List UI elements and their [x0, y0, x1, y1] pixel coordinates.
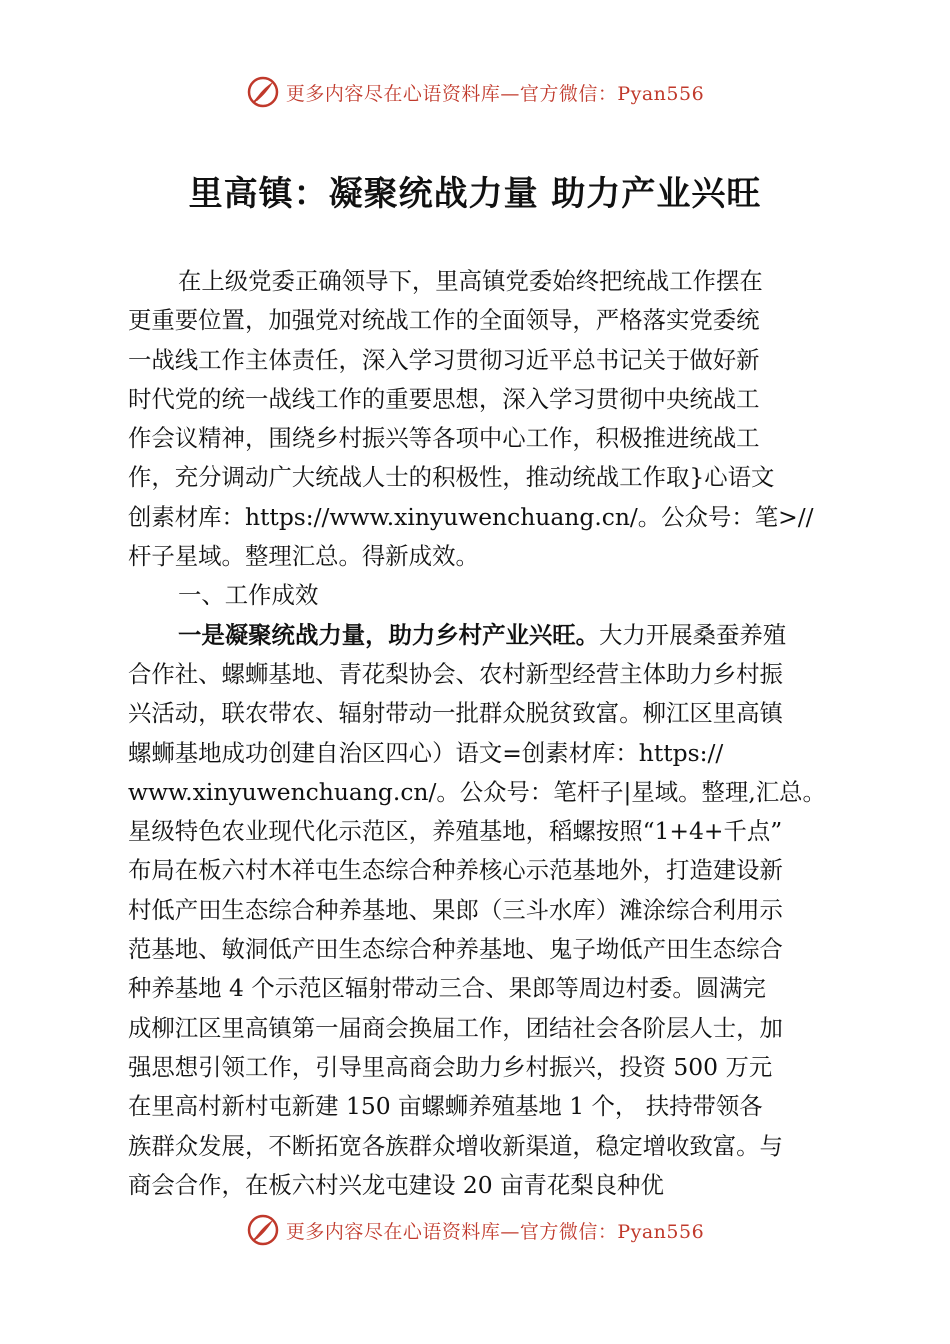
bold-lead-sentence: 一是凝聚统战力量，助力乡村产业兴旺。	[178, 620, 600, 649]
section-heading: 一、工作成效	[178, 581, 319, 610]
text-line: 时代党的统一战线工作的重要思想，深入学习贯彻中央统战工	[128, 384, 760, 413]
watermark-text: 更多内容尽在心语资料库—官方微信：Pyan556	[285, 82, 705, 105]
text-line: 杆子星域。整理汇总。得新成效。	[128, 542, 479, 571]
text-line: 族群众发展，不断拓宽各族群众增收新渠道，稳定增收致富。与	[128, 1131, 783, 1160]
watermark-text: 更多内容尽在心语资料库—官方微信：Pyan556	[285, 1220, 705, 1243]
text-line: 种养基地 4 个示范区辐射带动三合、果郎等周边村委。圆满完	[128, 974, 766, 1003]
text-line: 一战线工作主体责任，深入学习贯彻习近平总书记关于做好新	[128, 345, 760, 374]
text-line: www.xinyuwenchuang.cn/。公众号：笔杆子|星域。整理,汇总。	[128, 777, 826, 806]
text-line: 星级特色农业现代化示范区，养殖基地，稻螺按照“1+4+千点”	[128, 817, 783, 846]
text-line: 在里高村新村屯新建 150 亩螺蛳养殖基地 1 个， 扶持带领各	[128, 1092, 763, 1121]
text-line: 作会议精神，围绕乡村振兴等各项中心工作，积极推进统战工	[128, 424, 760, 453]
quill-logo-icon	[246, 1213, 280, 1247]
document-body	[128, 262, 844, 1205]
text-line	[128, 616, 844, 655]
text-line: 范基地、敏洞低产田生态综合种养基地、鬼子坳低产田生态综合	[128, 935, 783, 964]
quill-logo-icon	[246, 75, 280, 109]
text-line: 成柳江区里高镇第一届商会换届工作，团结社会各阶层人士，加	[128, 1013, 783, 1042]
text-line: 强思想引领工作，引导里高商会助力乡村振兴，投资 500 万元	[128, 1052, 773, 1081]
text-run: 大力开展桑蚕养殖	[599, 620, 787, 649]
text-line: 布局在板六村木祥屯生态综合种养核心示范基地外，打造建设新	[128, 856, 783, 885]
text-line: 作，充分调动广大统战人士的积极性，推动统战工作取}心语文	[128, 463, 775, 492]
text-line: 创素材库：https://www.xinyuwenchuang.cn/。公众号：笔>//	[128, 502, 814, 531]
document-title: 里高镇：凝聚统战力量 助力产业兴旺	[188, 174, 762, 214]
text-line: 更重要位置，加强党对统战工作的全面领导，严格落实党委统	[128, 306, 760, 335]
text-line: 村低产田生态综合种养基地、果郎（三斗水库）滩涂综合利用示	[128, 895, 783, 924]
text-line: 兴活动，联农带农、辐射带动一批群众脱贫致富。柳江区里高镇	[128, 699, 783, 728]
watermark-header	[0, 72, 950, 112]
text-line: 螺蛳基地成功创建自治区四心）语文=创素材库：https://	[128, 738, 724, 767]
text-line: 合作社、螺蛳基地、青花梨协会、农村新型经营主体助力乡村振	[128, 659, 783, 688]
watermark-footer	[0, 1210, 950, 1250]
text-line: 商会合作，在板六村兴龙屯建设 20 亩青花梨良种优	[128, 1170, 664, 1199]
text-line: 在上级党委正确领导下，里高镇党委始终把统战工作摆在	[178, 267, 763, 295]
